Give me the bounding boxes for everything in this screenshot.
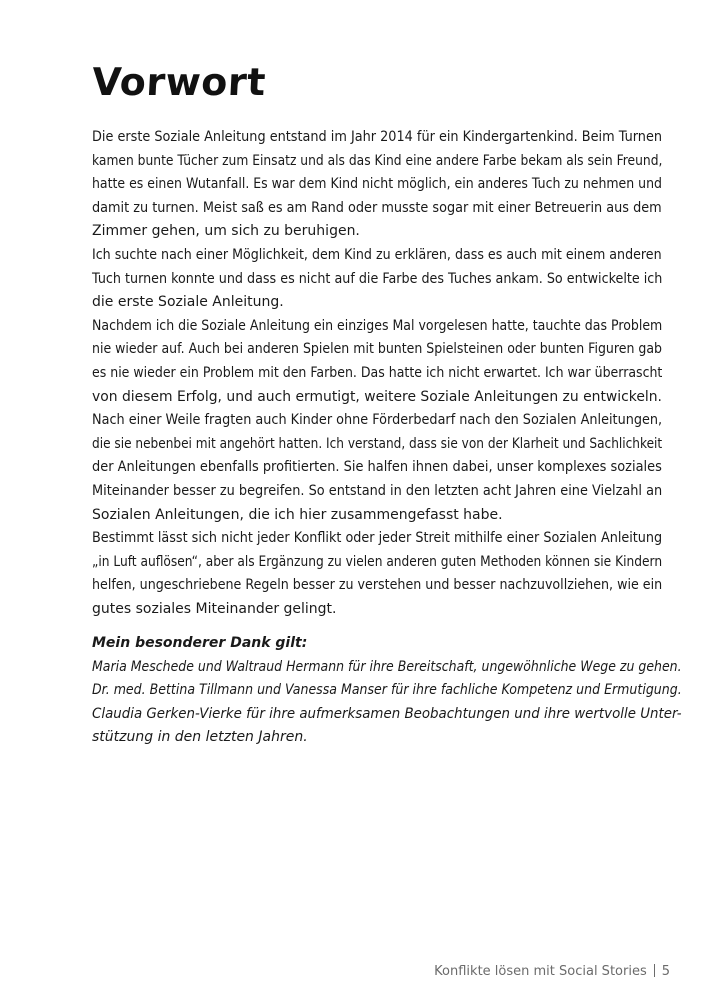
acknowledgement-line: Dr. med. Bettina Tillmann und Vanessa Manser für ihre fachliche Kompetenz und Ermutigung. (92, 682, 682, 699)
acknowledgement-line: Maria Meschede und Waltraud Hermann für ihre Bereitschaft, ungewöhnliche Wege zu gehen. (92, 658, 682, 675)
body-line: gutes soziales Miteinander gelingt. (92, 600, 337, 617)
body-line: Nach einer Weile fragten auch Kinder ohne Förderbedarf nach den Sozialen Anleitungen, (92, 412, 663, 429)
acknowledgement-line: stützung in den letzten Jahren. (92, 729, 308, 746)
page-number: 5 (661, 964, 670, 979)
body-line: „in Luft auflösen“, aber als Ergänzung zu vielen anderen guten Methoden können sie Kindern (92, 553, 663, 570)
acknowledgements-heading: Mein besonderer Dank gilt: (92, 635, 308, 651)
body-line: Zimmer gehen, um sich zu beruhigen. (92, 223, 360, 240)
body-line: Tuch turnen konnte und dass es nicht auf die Farbe des Tuches ankam. So entwickelte ich (92, 270, 663, 287)
body-line: der Anleitungen ebenfalls profitierten. Sie halfen ihnen dabei, unser komplexes soziales (92, 459, 662, 476)
body-line: Ich suchte nach einer Möglichkeit, dem Kind zu erklären, dass es auch mit einem anderen (92, 246, 662, 263)
page-footer (434, 964, 670, 979)
body-line: es nie wieder ein Problem mit den Farben. Das hatte ich nicht erwartet. Ich war überrascht (92, 364, 663, 381)
body-line: Sozialen Anleitungen, die ich hier zusammengefasst habe. (92, 506, 503, 523)
body-line: helfen, ungeschriebene Regeln besser zu verstehen und besser nachzuvollziehen, wie ein (92, 577, 663, 594)
acknowledgements (92, 632, 682, 750)
body-text (92, 126, 662, 621)
body-line: damit zu turnen. Meist saß es am Rand oder musste sogar mit einer Betreuerin aus dem (92, 199, 662, 216)
body-line: kamen bunte Tücher zum Einsatz und als das Kind eine andere Farbe bekam als sein Freund, (92, 152, 663, 169)
body-line: Bestimmt lässt sich nicht jeder Konflikt oder jeder Streit mithilfe einer Sozialen Anleitung (92, 530, 663, 547)
body-line: die erste Soziale Anleitung. (92, 294, 284, 311)
page-title: Vorwort (90, 60, 267, 104)
acknowledgement-line: Claudia Gerken-Vierke für ihre aufmerksamen Beobachtungen und ihre wertvolle Unter- (92, 705, 682, 722)
body-line: nie wieder auf. Auch bei anderen Spielen mit bunten Spielsteinen oder bunten Figuren gab (92, 341, 663, 358)
body-line: hatte es einen Wutanfall. Es war dem Kind nicht möglich, ein anderes Tuch zu nehmen und (92, 176, 662, 193)
body-line: Die erste Soziale Anleitung entstand im Jahr 2014 für ein Kindergartenkind. Beim Turnen (92, 129, 663, 145)
body-line: die sie nebenbei mit angehört hatten. Ich verstand, dass sie von der Klarheit und Sachlichkeit (92, 435, 663, 452)
footer-separator (654, 964, 655, 977)
body-line: von diesem Erfolg, und auch ermutigt, weitere Soziale Anleitungen zu entwickeln. (92, 388, 662, 405)
footer-book-title: Konflikte lösen mit Social Stories (434, 964, 647, 979)
body-line: Miteinander besser zu begreifen. So entstand in den letzten acht Jahren eine Vielzahl an (92, 482, 663, 499)
body-line: Nachdem ich die Soziale Anleitung ein einziges Mal vorgelesen hatte, tauchte das Problem (92, 317, 663, 334)
